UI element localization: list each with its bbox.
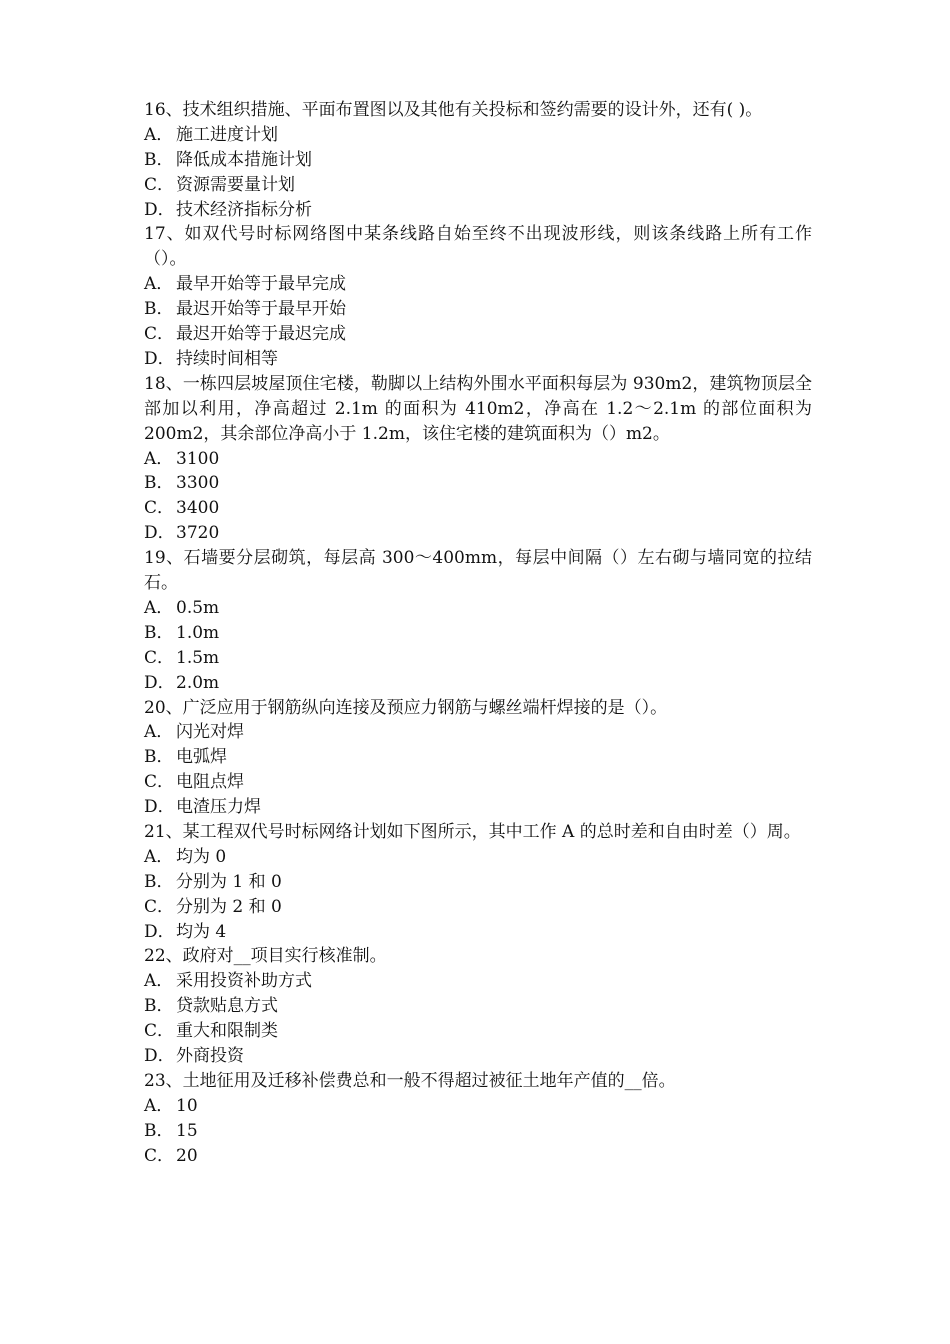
option-text: 最迟开始等于最早开始 [176,299,346,320]
option-letter: B． [144,149,174,170]
option-b [144,1119,812,1144]
option-text: 3400 [176,498,220,519]
option-letter: A． [144,597,174,618]
option-b [144,870,812,895]
option-text: 持续时间相等 [176,348,278,369]
option-b [144,745,812,770]
option-text: 施工进度计划 [176,124,278,145]
question-19 [144,546,812,695]
option-letter: A． [144,971,174,992]
option-letter: A． [144,124,174,145]
option-letter: C． [144,1021,175,1042]
option-text: 3720 [176,523,220,544]
option-a [144,596,812,621]
question-text: 16、技术组织措施、平面布置图以及其他有关投标和签约需要的设计外，还有( )。 [144,100,763,120]
option-text: 外商投资 [176,1046,244,1067]
option-letter: B． [144,871,174,892]
option-a [144,720,812,745]
option-letter: A． [144,1095,174,1116]
option-b [144,148,812,173]
option-text: 降低成本措施计划 [176,149,312,170]
option-letter: D． [144,1046,175,1067]
option-text: 电弧焊 [176,747,227,768]
option-letter: C． [144,647,175,668]
option-c [144,770,812,795]
option-text: 均为 0 [176,846,227,867]
option-text: 贷款贴息方式 [176,996,278,1017]
option-d [144,795,812,820]
option-letter: C． [144,1145,175,1166]
option-text: 1.5m [176,647,220,668]
option-text: 均为 4 [176,921,227,942]
option-text: 分别为 2 和 0 [176,896,282,917]
option-text: 电渣压力焊 [176,797,261,818]
option-d [144,521,812,546]
option-a [144,1094,812,1119]
option-text: 重大和限制类 [176,1021,278,1042]
option-c [144,1144,812,1169]
option-text: 2.0m [176,672,220,693]
option-letter: D． [144,672,175,693]
option-d [144,198,812,223]
option-letter: A． [144,448,174,469]
question-21 [144,820,812,944]
option-letter: B． [144,473,174,494]
option-letter: A． [144,722,174,743]
question-text: 18、一栋四层坡屋顶住宅楼，勒脚以上结构外围水平面积每层为 930m2，建筑物顶层全部加以利用，净高超过 2.1m 的面积为 410m2，净高在 1.2～2.1m 的部位面积为 200m2，其余部位净高小于 1.2m，该住宅楼的建筑面积为（）m2。 [144,373,812,444]
option-text: 3300 [176,473,220,494]
option-letter: B． [144,622,174,643]
option-text: 分别为 1 和 0 [176,871,282,892]
option-letter: B． [144,996,174,1017]
question-text: 19、石墙要分层砌筑，每层高 300～400mm，每层中间隔（）左右砌与墙同宽的拉结石。 [144,548,812,594]
option-b [144,621,812,646]
option-text: 技术经济指标分析 [176,199,312,220]
option-letter: C． [144,896,175,917]
option-letter: A． [144,846,174,867]
option-letter: C． [144,324,175,345]
option-d [144,347,812,372]
question-text: 17、如双代号时标网络图中某条线路自始至终不出现波形线，则该条线路上所有工作（）。 [144,224,812,270]
option-c [144,895,812,920]
option-text: 最早开始等于最早完成 [176,274,346,295]
option-letter: C． [144,772,175,793]
option-letter: B． [144,747,174,768]
option-text: 资源需要量计划 [176,174,295,195]
option-c [144,322,812,347]
question-23 [144,1069,812,1169]
option-letter: A． [144,274,174,295]
question-17 [144,222,812,371]
option-a [144,969,812,994]
option-letter: D． [144,921,175,942]
option-text: 10 [176,1095,198,1116]
option-c [144,646,812,671]
option-b [144,994,812,1019]
option-text: 20 [176,1145,198,1166]
option-a [144,272,812,297]
option-c [144,1019,812,1044]
option-a [144,447,812,472]
option-d [144,1044,812,1069]
option-c [144,496,812,521]
option-text: 电阻点焊 [176,772,244,793]
question-22 [144,944,812,1068]
option-text: 采用投资补助方式 [176,971,312,992]
option-text: 最迟开始等于最迟完成 [176,324,346,345]
option-letter: B． [144,1120,174,1141]
question-20 [144,696,812,820]
option-letter: B． [144,299,174,320]
option-a [144,845,812,870]
option-letter: D． [144,797,175,818]
option-text: 3100 [176,448,220,469]
option-letter: D． [144,523,175,544]
question-text: 21、某工程双代号时标网络计划如下图所示，其中工作 A 的总时差和自由时差（）周。 [144,821,801,842]
option-c [144,173,812,198]
option-b [144,471,812,496]
option-a [144,123,812,148]
option-d [144,920,812,945]
option-text: 0.5m [176,597,220,618]
question-text: 20、广泛应用于钢筋纵向连接及预应力钢筋与螺丝端杆焊接的是（）。 [144,697,668,718]
option-b [144,297,812,322]
option-letter: C． [144,174,175,195]
question-18 [144,372,812,546]
question-16 [144,98,812,222]
option-d [144,671,812,696]
option-letter: D． [144,199,175,220]
document-page [144,98,812,1168]
option-text: 1.0m [176,622,220,643]
question-text: 22、政府对__项目实行核准制。 [144,946,387,967]
option-letter: D． [144,348,175,369]
option-letter: C． [144,498,175,519]
option-text: 闪光对焊 [176,722,244,743]
question-text: 23、土地征用及迁移补偿费总和一般不得超过被征土地年产值的__倍。 [144,1070,676,1091]
option-text: 15 [176,1120,198,1141]
